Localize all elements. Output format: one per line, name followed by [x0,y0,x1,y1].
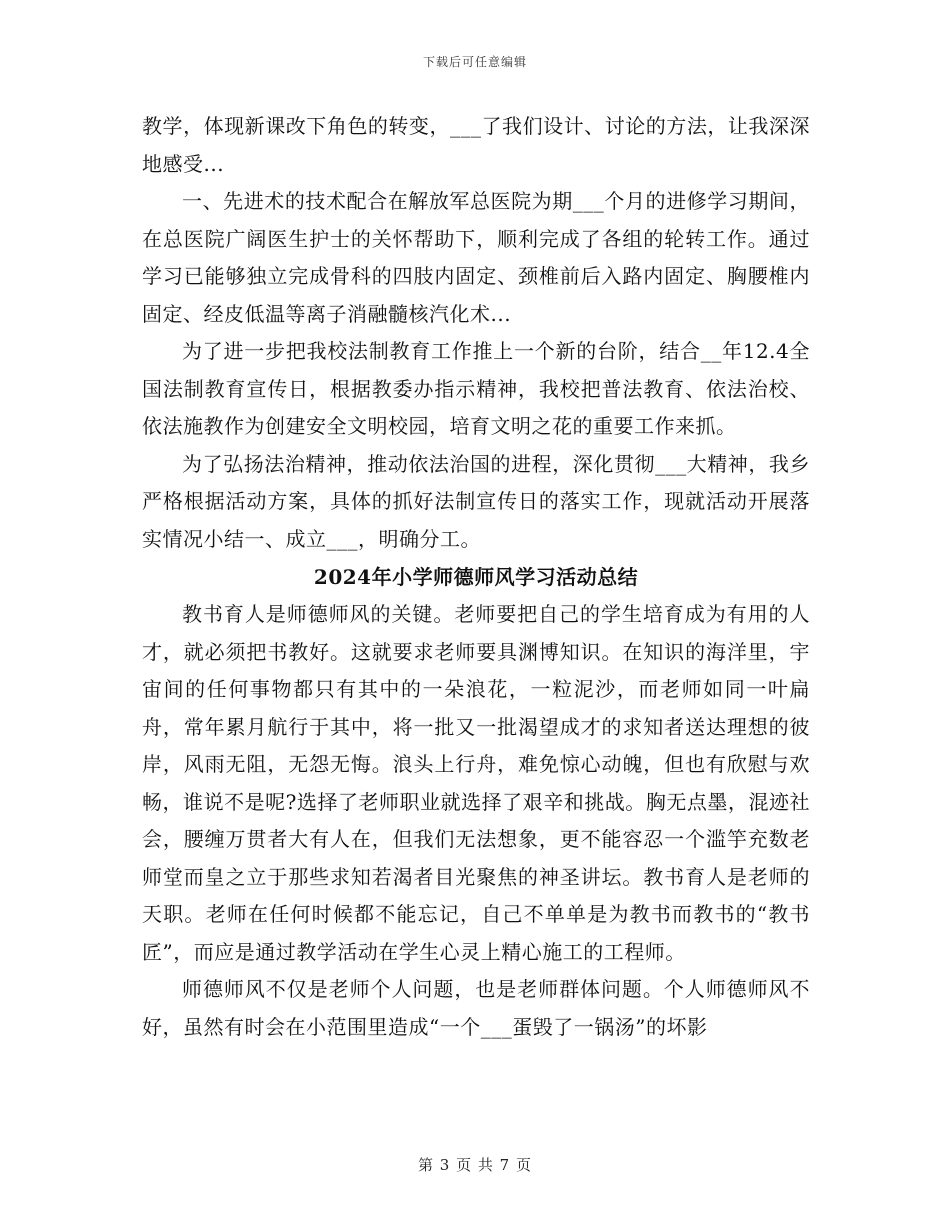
header-note: 下载后可任意编辑 [422,55,527,69]
paragraph-training: 一、先进术的技术配合在解放军总医院为期___个月的进修学习期间，在总医院广阔医生护士的关怀帮助下，顺利完成了各组的轮转工作。通过学习已能够独立完成骨科的四肢内固定、颈椎前后入路内固定、胸腰椎内固定、经皮低温等离子消融髓核汽化术... [142,189,810,326]
section-title: 2024年小学师德师风学习活动总结 [313,565,639,589]
paragraph-teaching: 教书育人是师德师风的关键。老师要把自己的学生培育成为有用的人才，就必须把书教好。这就要求老师要具渊博知识。在知识的海洋里，宇宙间的任何事物都只有其中的一朵浪花，一粒泥沙，而老师如同一叶扁舟，常年累月航行于其中，将一批又一批渴望成才的求知者送达理想的彼岸，风雨无阻，无怨无悔。浪头上行舟，难免惊心动魄，但也有欣慰与欢畅，谁说不是呢?选择了老师职业就选择了艰辛和挑战。胸无点墨，混迹社会，腰缠万贯者大有人在，但我们无法想象，更不能容忍一个滥竽充数老师堂而皇之立于那些求知若渴者目光聚焦的神圣讲坛。教书育人是老师的天职。老师在任何时候都不能忘记，自己不单单是为教书而教书的“教书匠”，而应是通过教学活动在学生心灵上精心施工的工程师。 [142,602,810,964]
paragraph-legal-promotion: 为了弘扬法治精神，推动依法治国的进程，深化贯彻___大精神，我乡严格根据活动方案，具体的抓好法制宣传日的落实工作，现就活动开展落实情况小结一、成立___，明确分工。 [142,451,810,551]
paragraph-continued: 教学，体现新课改下角色的转变，___了我们设计、讨论的方法，让我深深地感受... [142,114,810,176]
document-body [142,108,810,1046]
paragraph-ethics: 师德师风不仅是老师个人问题，也是老师群体问题。个人师德师风不好，虽然有时会在小范围里造成“一个___蛋毁了一锅汤”的坏影 [142,977,810,1039]
paragraph-legal-education: 为了进一步把我校法制教育工作推上一个新的台阶，结合__年12.4全国法制教育宣传日，根据教委办指示精神，我校把普法教育、依法治校、依法施教作为创建安全文明校园，培育文明之花的重要工作来抓。 [142,339,810,438]
page-number: 第 3 页 共 7 页 [418,1156,532,1174]
